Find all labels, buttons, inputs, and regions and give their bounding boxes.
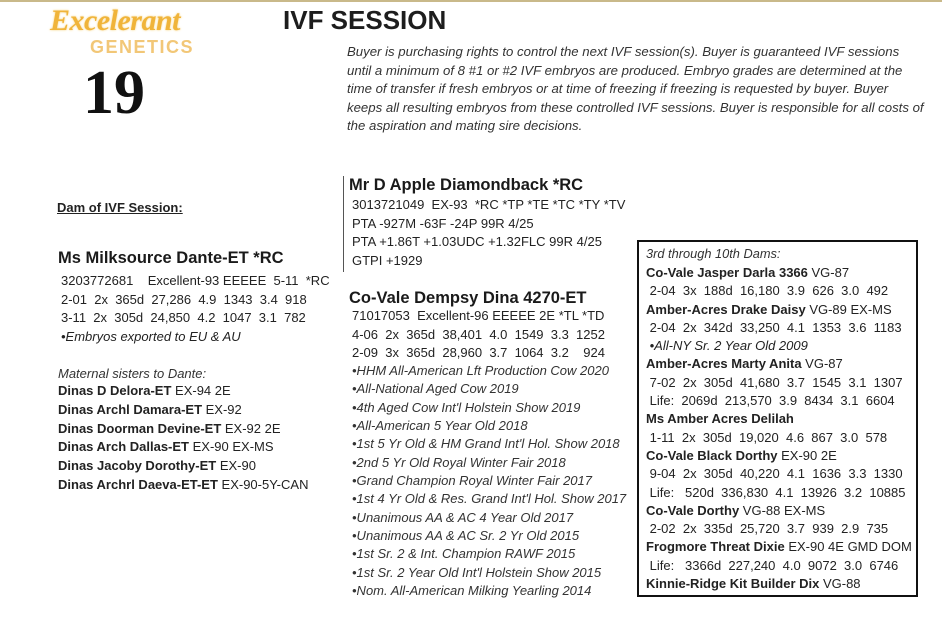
sister-item [58,420,308,439]
sister-item [58,382,308,401]
sire-record-line: PTA +1.86T +1.03UDC +1.32FLC 99R 4/25 [352,234,602,249]
logo-subtitle: GENETICS [90,37,195,57]
award-item: •1st 4 Yr Old & Res. Grand Int'l Hol. Show 2017 [352,491,627,507]
ancestor-record-line: 7-02 2x 305d 41,680 3.7 1545 3.1 1307 [646,374,903,390]
second-dam-awards [352,362,626,600]
ancestor-record-line: 1-11 2x 305d 19,020 4.6 867 3.0 578 [646,429,888,445]
award-item: •1st 5 Yr Old & HM Grand Int'l Hol. Show 2018 [352,436,620,452]
ancestor-name-row [646,447,912,465]
ancestor-name-row [646,264,912,282]
ancestor-name: Co-Vale Black Dorthy [646,447,778,463]
ancestor-name: Amber-Acres Marty Anita [646,356,802,372]
ancestor-name-row [646,575,912,593]
award-item: •All-American 5 Year Old 2018 [352,418,528,434]
ancestor-record-line: 9-04 2x 305d 40,220 4.1 1636 3.3 1330 [646,466,903,482]
ancestor-name-row [646,301,912,319]
sire-record-line: 3013721049 EX-93 *RC *TP *TE *TC *TY *TV [352,197,626,212]
sister-name: Dinas Archl Damara-ET [58,401,203,417]
sister-name: Dinas Archrl Daeva-ET-ET [58,476,218,492]
award-item: •Nom. All-American Milking Yearling 2014 [352,583,592,599]
ancestor-record-line: Life: 520d 336,830 4.1 13926 3.2 10885 [646,484,906,500]
sister-score: EX-90 [216,458,256,474]
page-title: IVF SESSION [283,5,447,35]
ancestor-name-row [646,355,912,373]
ancestor-award: •All-NY Sr. 2 Year Old 2009 [646,338,808,354]
dam-record-line: 3-11 2x 305d 24,850 4.2 1047 3.1 782 [61,310,306,325]
sister-score: EX-90 EX-MS [189,439,274,455]
award-item: •1st Sr. 2 Year Old Int'l Holstein Show 2015 [352,564,602,580]
second-dam-record-line: 4-06 2x 365d 38,401 4.0 1549 3.3 1252 [352,326,605,342]
award-item: •2nd 5 Yr Old Royal Winter Fair 2018 [352,454,566,470]
second-dam-record-line: 71017053 Excellent-96 EEEEE 2E *TL *TD [352,308,605,323]
ancestor-name: Co-Vale Jasper Darla 3366 [646,265,808,280]
sire-record-line: PTA -927M -63F -24P 99R 4/25 [352,215,534,231]
maternal-sisters-list [58,382,308,495]
logo-wordmark: Excelerant [50,4,180,37]
excelerant-genetics-logo [50,4,200,60]
award-item: •Unanimous AA & AC Sr. 2 Yr Old 2015 [352,528,580,544]
second-dam-record [352,307,605,363]
ancestor-name: Kinnie-Ridge Kit Builder Dix [646,576,820,592]
ancestor-name-row [646,410,912,428]
ancestor-score: VG-89 EX-MS [805,301,892,317]
award-item: •1st Sr. 2 & Int. Champion RAWF 2015 [352,546,576,562]
ancestor-score: VG-87 [807,265,850,280]
dams-box [637,240,918,597]
sister-score: EX-92 [202,401,242,417]
award-item: •4th Aged Cow Int'l Holstein Show 2019 [352,399,581,415]
sister-name: Dinas Jacoby Dorothy-ET [58,458,217,474]
ancestor-record-line: 2-02 2x 335d 25,720 3.7 939 2.9 735 [646,521,889,537]
sire-record-line: GTPI +1929 [352,252,423,268]
ancestor-score: EX-90 4E GMD DOM [784,539,912,555]
ancestor-score: VG-88 EX-MS [739,502,826,518]
ancestor-score: EX-90 2E [777,447,837,463]
dams-box-heading: 3rd through 10th Dams: [646,246,781,261]
maternal-sisters-heading: Maternal sisters to Dante: [58,366,207,381]
sire-record [352,196,625,270]
sire-name: Mr D Apple Diamondback *RC [349,176,584,194]
sister-name: Dinas Doorman Devine-ET [58,420,222,436]
sister-item [58,457,308,476]
dam-record-line: 3203772681 Excellent-93 EEEEE 5-11 *RC [61,273,330,288]
ancestor-record-line: 2-04 3x 188d 16,180 3.9 626 3.0 492 [646,283,889,299]
award-item: •HHM All-American Lft Production Cow 2020 [352,363,609,378]
award-item: •Grand Champion Royal Winter Fair 2017 [352,473,592,489]
top-border [0,0,942,2]
session-description: Buyer is purchasing rights to control the next IVF session(s). Buyer is guaranteed IVF sessions until a minimum of 8 #1 or #2 IVF embryos are produced. Embryo grades are determined at the time of transfer if fresh embryos or at time of freezing if freezing is requested by buyer. Buyer keeps all resulting embryos from these controlled IVF sessions. Buyer is responsible for all costs of the aspiration and mating sire decisions. [347,44,924,133]
ancestor-name-row [646,502,912,520]
ancestor-score: VG-88 [819,576,861,592]
ancestor-name: Frogmore Threat Dixie [646,539,785,555]
dam-record-line: 2-01 2x 365d 27,286 4.9 1343 3.4 918 [61,291,307,307]
second-dam-name: Co-Vale Dempsy Dina 4270-ET [349,289,587,307]
ancestor-score: VG-87 [801,356,843,372]
award-item: •All-National Aged Cow 2019 [352,381,519,397]
pedigree-connector-line [343,176,344,272]
ancestor-name-row [646,538,912,556]
ancestor-name: Co-Vale Dorthy [646,502,740,518]
second-dam-record-line: 2-09 3x 365d 28,960 3.7 1064 3.2 924 [352,345,605,360]
ancestor-name: Amber-Acres Drake Daisy [646,301,806,317]
dam-record [61,272,330,346]
sister-item [58,476,308,495]
ancestor-record-line: Life: 2069d 213,570 3.9 8434 3.1 6604 [646,393,895,409]
sister-score: EX-90-5Y-CAN [217,476,309,492]
ancestor-record-line: 2-04 2x 342d 33,250 4.1 1353 3.6 1183 [646,319,902,335]
ancestor-record-line: Life: 3366d 227,240 4.0 9072 3.0 6746 [646,557,899,573]
sister-item [58,438,308,457]
dams-box-list [646,264,912,593]
sister-name: Dinas Arch Dallas-ET [58,439,190,455]
sister-name: Dinas D Delora-ET [58,383,172,398]
sister-score: EX-92 2E [221,420,281,436]
dam-name: Ms Milksource Dante-ET *RC [58,249,284,267]
award-item: •Unanimous AA & AC 4 Year Old 2017 [352,509,574,525]
lot-number: 19 [83,59,145,127]
ancestor-name: Ms Amber Acres Delilah [646,411,794,427]
dam-note: •Embryos exported to EU & AU [61,328,241,344]
dam-heading: Dam of IVF Session: [57,200,183,215]
sister-score: EX-94 2E [171,383,231,398]
sister-item [58,401,308,420]
